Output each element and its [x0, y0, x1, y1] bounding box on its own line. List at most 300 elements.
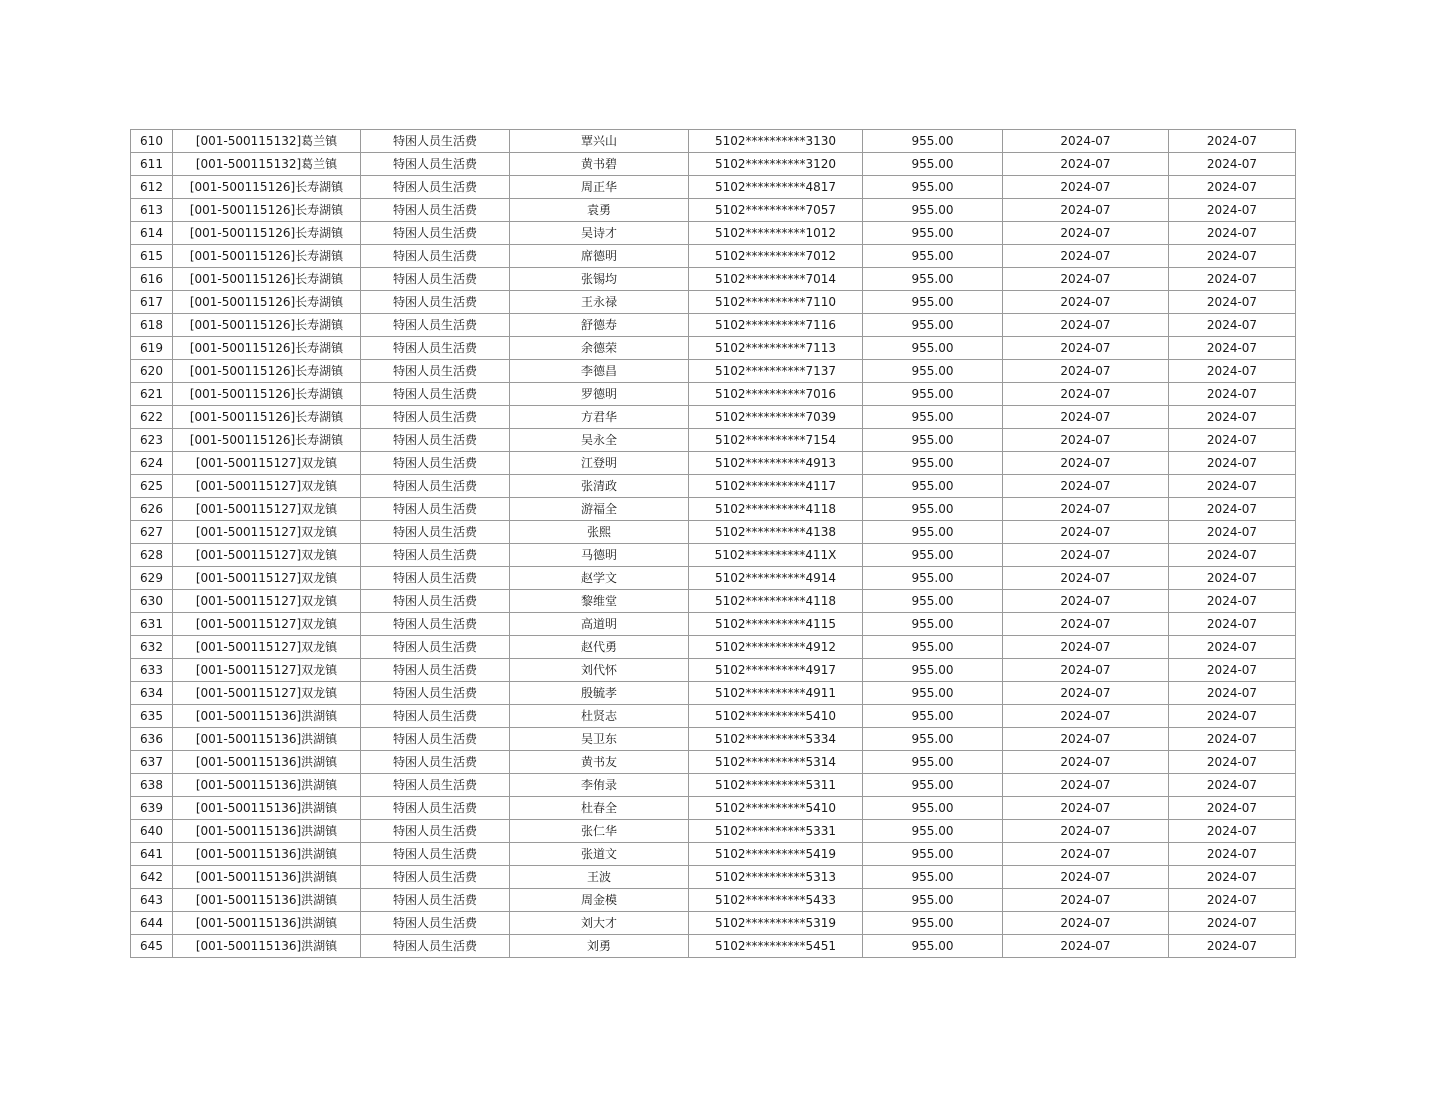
row-number-cell: 644: [131, 912, 173, 935]
payment-type-cell: 特困人员生活费: [361, 314, 510, 337]
name-cell: 张道文: [510, 843, 689, 866]
row-number-cell: 610: [131, 130, 173, 153]
end-month-cell: 2024-07: [1169, 659, 1296, 682]
row-number-cell: 640: [131, 820, 173, 843]
table-row: [131, 567, 1296, 590]
id-number-cell: 5102**********7039: [689, 406, 863, 429]
end-month-cell: 2024-07: [1169, 383, 1296, 406]
name-cell: 赵代勇: [510, 636, 689, 659]
name-cell: 袁勇: [510, 199, 689, 222]
table-row: [131, 337, 1296, 360]
start-month-cell: 2024-07: [1003, 314, 1169, 337]
table-row: [131, 383, 1296, 406]
unit-cell: [001-500115126]长寿湖镇: [173, 199, 361, 222]
row-number-cell: 623: [131, 429, 173, 452]
amount-cell: 955.00: [863, 475, 1003, 498]
table-row: [131, 866, 1296, 889]
table-row: [131, 498, 1296, 521]
id-number-cell: 5102**********5433: [689, 889, 863, 912]
id-number-cell: 5102**********3130: [689, 130, 863, 153]
unit-cell: [001-500115127]双龙镇: [173, 521, 361, 544]
unit-cell: [001-500115136]洪湖镇: [173, 751, 361, 774]
name-cell: 周金模: [510, 889, 689, 912]
unit-cell: [001-500115127]双龙镇: [173, 452, 361, 475]
name-cell: 李侑录: [510, 774, 689, 797]
amount-cell: 955.00: [863, 360, 1003, 383]
payment-type-cell: 特困人员生活费: [361, 498, 510, 521]
id-number-cell: 5102**********4914: [689, 567, 863, 590]
row-number-cell: 626: [131, 498, 173, 521]
id-number-cell: 5102**********4117: [689, 475, 863, 498]
table-row: [131, 705, 1296, 728]
name-cell: 杜贤志: [510, 705, 689, 728]
end-month-cell: 2024-07: [1169, 498, 1296, 521]
id-number-cell: 5102**********4118: [689, 498, 863, 521]
amount-cell: 955.00: [863, 222, 1003, 245]
amount-cell: 955.00: [863, 751, 1003, 774]
unit-cell: [001-500115126]长寿湖镇: [173, 245, 361, 268]
start-month-cell: 2024-07: [1003, 199, 1169, 222]
row-number-cell: 630: [131, 590, 173, 613]
name-cell: 余德荣: [510, 337, 689, 360]
payment-type-cell: 特困人员生活费: [361, 935, 510, 958]
payment-type-cell: 特困人员生活费: [361, 360, 510, 383]
amount-cell: 955.00: [863, 291, 1003, 314]
amount-cell: 955.00: [863, 590, 1003, 613]
table-row: [131, 429, 1296, 452]
end-month-cell: 2024-07: [1169, 199, 1296, 222]
start-month-cell: 2024-07: [1003, 291, 1169, 314]
name-cell: 刘大才: [510, 912, 689, 935]
amount-cell: 955.00: [863, 636, 1003, 659]
end-month-cell: 2024-07: [1169, 452, 1296, 475]
row-number-cell: 635: [131, 705, 173, 728]
end-month-cell: 2024-07: [1169, 705, 1296, 728]
row-number-cell: 634: [131, 682, 173, 705]
payment-type-cell: 特困人员生活费: [361, 705, 510, 728]
table-row: [131, 797, 1296, 820]
start-month-cell: 2024-07: [1003, 337, 1169, 360]
id-number-cell: 5102**********7116: [689, 314, 863, 337]
start-month-cell: 2024-07: [1003, 406, 1169, 429]
unit-cell: [001-500115126]长寿湖镇: [173, 406, 361, 429]
end-month-cell: 2024-07: [1169, 613, 1296, 636]
amount-cell: 955.00: [863, 130, 1003, 153]
table-row: [131, 153, 1296, 176]
id-number-cell: 5102**********5334: [689, 728, 863, 751]
amount-cell: 955.00: [863, 544, 1003, 567]
row-number-cell: 625: [131, 475, 173, 498]
id-number-cell: 5102**********7014: [689, 268, 863, 291]
row-number-cell: 638: [131, 774, 173, 797]
unit-cell: [001-500115126]长寿湖镇: [173, 337, 361, 360]
unit-cell: [001-500115126]长寿湖镇: [173, 291, 361, 314]
end-month-cell: 2024-07: [1169, 314, 1296, 337]
start-month-cell: 2024-07: [1003, 222, 1169, 245]
payment-type-cell: 特困人员生活费: [361, 291, 510, 314]
id-number-cell: 5102**********4118: [689, 590, 863, 613]
amount-cell: 955.00: [863, 705, 1003, 728]
row-number-cell: 614: [131, 222, 173, 245]
name-cell: 张锡均: [510, 268, 689, 291]
end-month-cell: 2024-07: [1169, 820, 1296, 843]
id-number-cell: 5102**********5331: [689, 820, 863, 843]
amount-cell: 955.00: [863, 429, 1003, 452]
name-cell: 杜春全: [510, 797, 689, 820]
table-row: [131, 613, 1296, 636]
unit-cell: [001-500115136]洪湖镇: [173, 912, 361, 935]
name-cell: 江登明: [510, 452, 689, 475]
row-number-cell: 615: [131, 245, 173, 268]
name-cell: 方君华: [510, 406, 689, 429]
amount-cell: 955.00: [863, 774, 1003, 797]
amount-cell: 955.00: [863, 314, 1003, 337]
payment-type-cell: 特困人员生活费: [361, 912, 510, 935]
start-month-cell: 2024-07: [1003, 866, 1169, 889]
end-month-cell: 2024-07: [1169, 682, 1296, 705]
row-number-cell: 622: [131, 406, 173, 429]
end-month-cell: 2024-07: [1169, 429, 1296, 452]
unit-cell: [001-500115126]长寿湖镇: [173, 176, 361, 199]
end-month-cell: 2024-07: [1169, 245, 1296, 268]
amount-cell: 955.00: [863, 659, 1003, 682]
table-row: [131, 314, 1296, 337]
table-row: [131, 291, 1296, 314]
name-cell: 吴诗才: [510, 222, 689, 245]
payment-type-cell: 特困人员生活费: [361, 636, 510, 659]
amount-cell: 955.00: [863, 521, 1003, 544]
name-cell: 王波: [510, 866, 689, 889]
start-month-cell: 2024-07: [1003, 659, 1169, 682]
name-cell: 吴永全: [510, 429, 689, 452]
table-row: [131, 843, 1296, 866]
end-month-cell: 2024-07: [1169, 153, 1296, 176]
amount-cell: 955.00: [863, 797, 1003, 820]
unit-cell: [001-500115127]双龙镇: [173, 544, 361, 567]
row-number-cell: 639: [131, 797, 173, 820]
end-month-cell: 2024-07: [1169, 567, 1296, 590]
end-month-cell: 2024-07: [1169, 728, 1296, 751]
end-month-cell: 2024-07: [1169, 130, 1296, 153]
end-month-cell: 2024-07: [1169, 360, 1296, 383]
id-number-cell: 5102**********4917: [689, 659, 863, 682]
id-number-cell: 5102**********7012: [689, 245, 863, 268]
unit-cell: [001-500115136]洪湖镇: [173, 705, 361, 728]
payment-type-cell: 特困人员生活费: [361, 222, 510, 245]
start-month-cell: 2024-07: [1003, 176, 1169, 199]
payment-type-cell: 特困人员生活费: [361, 337, 510, 360]
amount-cell: 955.00: [863, 682, 1003, 705]
start-month-cell: 2024-07: [1003, 429, 1169, 452]
table-row: [131, 636, 1296, 659]
end-month-cell: 2024-07: [1169, 636, 1296, 659]
start-month-cell: 2024-07: [1003, 475, 1169, 498]
unit-cell: [001-500115136]洪湖镇: [173, 889, 361, 912]
end-month-cell: 2024-07: [1169, 866, 1296, 889]
payment-type-cell: 特困人员生活费: [361, 659, 510, 682]
row-number-cell: 618: [131, 314, 173, 337]
id-number-cell: 5102**********1012: [689, 222, 863, 245]
row-number-cell: 642: [131, 866, 173, 889]
amount-cell: 955.00: [863, 153, 1003, 176]
row-number-cell: 616: [131, 268, 173, 291]
row-number-cell: 628: [131, 544, 173, 567]
table-row: [131, 820, 1296, 843]
name-cell: 周正华: [510, 176, 689, 199]
row-number-cell: 619: [131, 337, 173, 360]
start-month-cell: 2024-07: [1003, 728, 1169, 751]
end-month-cell: 2024-07: [1169, 889, 1296, 912]
amount-cell: 955.00: [863, 245, 1003, 268]
name-cell: 李德昌: [510, 360, 689, 383]
table-row: [131, 728, 1296, 751]
table-row: [131, 176, 1296, 199]
table-row: [131, 751, 1296, 774]
row-number-cell: 632: [131, 636, 173, 659]
start-month-cell: 2024-07: [1003, 130, 1169, 153]
payment-type-cell: 特困人员生活费: [361, 199, 510, 222]
row-number-cell: 620: [131, 360, 173, 383]
payment-type-cell: 特困人员生活费: [361, 590, 510, 613]
start-month-cell: 2024-07: [1003, 452, 1169, 475]
id-number-cell: 5102**********7113: [689, 337, 863, 360]
payment-type-cell: 特困人员生活费: [361, 682, 510, 705]
table-row: [131, 889, 1296, 912]
id-number-cell: 5102**********7016: [689, 383, 863, 406]
end-month-cell: 2024-07: [1169, 544, 1296, 567]
table-row: [131, 774, 1296, 797]
start-month-cell: 2024-07: [1003, 820, 1169, 843]
payment-type-cell: 特困人员生活费: [361, 544, 510, 567]
payment-type-cell: 特困人员生活费: [361, 843, 510, 866]
id-number-cell: 5102**********5451: [689, 935, 863, 958]
table-row: [131, 360, 1296, 383]
start-month-cell: 2024-07: [1003, 268, 1169, 291]
id-number-cell: 5102**********411X: [689, 544, 863, 567]
end-month-cell: 2024-07: [1169, 291, 1296, 314]
name-cell: 刘代怀: [510, 659, 689, 682]
payment-type-cell: 特困人员生活费: [361, 130, 510, 153]
start-month-cell: 2024-07: [1003, 797, 1169, 820]
payment-type-cell: 特困人员生活费: [361, 866, 510, 889]
id-number-cell: 5102**********4138: [689, 521, 863, 544]
amount-cell: 955.00: [863, 935, 1003, 958]
start-month-cell: 2024-07: [1003, 498, 1169, 521]
id-number-cell: 5102**********5314: [689, 751, 863, 774]
payment-type-cell: 特困人员生活费: [361, 153, 510, 176]
amount-cell: 955.00: [863, 820, 1003, 843]
name-cell: 张熙: [510, 521, 689, 544]
payment-type-cell: 特困人员生活费: [361, 889, 510, 912]
payment-type-cell: 特困人员生活费: [361, 406, 510, 429]
end-month-cell: 2024-07: [1169, 337, 1296, 360]
payment-type-cell: 特困人员生活费: [361, 751, 510, 774]
end-month-cell: 2024-07: [1169, 176, 1296, 199]
unit-cell: [001-500115127]双龙镇: [173, 682, 361, 705]
row-number-cell: 629: [131, 567, 173, 590]
end-month-cell: 2024-07: [1169, 912, 1296, 935]
table-row: [131, 199, 1296, 222]
id-number-cell: 5102**********7154: [689, 429, 863, 452]
spreadsheet-page: [130, 129, 1296, 958]
end-month-cell: 2024-07: [1169, 222, 1296, 245]
row-number-cell: 613: [131, 199, 173, 222]
amount-cell: 955.00: [863, 337, 1003, 360]
unit-cell: [001-500115127]双龙镇: [173, 498, 361, 521]
table-body: [131, 130, 1296, 958]
id-number-cell: 5102**********7110: [689, 291, 863, 314]
amount-cell: 955.00: [863, 199, 1003, 222]
id-number-cell: 5102**********3120: [689, 153, 863, 176]
unit-cell: [001-500115126]长寿湖镇: [173, 314, 361, 337]
table-row: [131, 935, 1296, 958]
unit-cell: [001-500115136]洪湖镇: [173, 820, 361, 843]
start-month-cell: 2024-07: [1003, 889, 1169, 912]
unit-cell: [001-500115127]双龙镇: [173, 475, 361, 498]
unit-cell: [001-500115126]长寿湖镇: [173, 360, 361, 383]
end-month-cell: 2024-07: [1169, 268, 1296, 291]
payment-type-cell: 特困人员生活费: [361, 383, 510, 406]
payment-type-cell: 特困人员生活费: [361, 176, 510, 199]
name-cell: 张清政: [510, 475, 689, 498]
amount-cell: 955.00: [863, 452, 1003, 475]
amount-cell: 955.00: [863, 889, 1003, 912]
unit-cell: [001-500115132]葛兰镇: [173, 130, 361, 153]
amount-cell: 955.00: [863, 268, 1003, 291]
id-number-cell: 5102**********5419: [689, 843, 863, 866]
unit-cell: [001-500115127]双龙镇: [173, 567, 361, 590]
unit-cell: [001-500115126]长寿湖镇: [173, 268, 361, 291]
table-row: [131, 912, 1296, 935]
row-number-cell: 617: [131, 291, 173, 314]
start-month-cell: 2024-07: [1003, 912, 1169, 935]
payment-type-cell: 特困人员生活费: [361, 245, 510, 268]
start-month-cell: 2024-07: [1003, 153, 1169, 176]
unit-cell: [001-500115127]双龙镇: [173, 659, 361, 682]
amount-cell: 955.00: [863, 406, 1003, 429]
end-month-cell: 2024-07: [1169, 406, 1296, 429]
name-cell: 罗德明: [510, 383, 689, 406]
amount-cell: 955.00: [863, 176, 1003, 199]
row-number-cell: 633: [131, 659, 173, 682]
table-row: [131, 682, 1296, 705]
start-month-cell: 2024-07: [1003, 521, 1169, 544]
start-month-cell: 2024-07: [1003, 544, 1169, 567]
row-number-cell: 645: [131, 935, 173, 958]
table-row: [131, 130, 1296, 153]
start-month-cell: 2024-07: [1003, 245, 1169, 268]
end-month-cell: 2024-07: [1169, 751, 1296, 774]
id-number-cell: 5102**********4913: [689, 452, 863, 475]
end-month-cell: 2024-07: [1169, 590, 1296, 613]
start-month-cell: 2024-07: [1003, 360, 1169, 383]
row-number-cell: 624: [131, 452, 173, 475]
table-row: [131, 452, 1296, 475]
id-number-cell: 5102**********5410: [689, 797, 863, 820]
payment-type-cell: 特困人员生活费: [361, 728, 510, 751]
unit-cell: [001-500115136]洪湖镇: [173, 843, 361, 866]
unit-cell: [001-500115127]双龙镇: [173, 613, 361, 636]
unit-cell: [001-500115126]长寿湖镇: [173, 429, 361, 452]
name-cell: 刘勇: [510, 935, 689, 958]
end-month-cell: 2024-07: [1169, 475, 1296, 498]
id-number-cell: 5102**********7057: [689, 199, 863, 222]
row-number-cell: 621: [131, 383, 173, 406]
table-row: [131, 544, 1296, 567]
payment-type-cell: 特困人员生活费: [361, 797, 510, 820]
id-number-cell: 5102**********5313: [689, 866, 863, 889]
name-cell: 游福全: [510, 498, 689, 521]
name-cell: 覃兴山: [510, 130, 689, 153]
start-month-cell: 2024-07: [1003, 705, 1169, 728]
id-number-cell: 5102**********5319: [689, 912, 863, 935]
name-cell: 席德明: [510, 245, 689, 268]
table-row: [131, 268, 1296, 291]
amount-cell: 955.00: [863, 613, 1003, 636]
name-cell: 高道明: [510, 613, 689, 636]
row-number-cell: 627: [131, 521, 173, 544]
unit-cell: [001-500115136]洪湖镇: [173, 774, 361, 797]
start-month-cell: 2024-07: [1003, 682, 1169, 705]
start-month-cell: 2024-07: [1003, 613, 1169, 636]
start-month-cell: 2024-07: [1003, 636, 1169, 659]
unit-cell: [001-500115136]洪湖镇: [173, 728, 361, 751]
row-number-cell: 612: [131, 176, 173, 199]
payment-type-cell: 特困人员生活费: [361, 429, 510, 452]
id-number-cell: 5102**********5410: [689, 705, 863, 728]
name-cell: 马德明: [510, 544, 689, 567]
table-row: [131, 521, 1296, 544]
end-month-cell: 2024-07: [1169, 797, 1296, 820]
name-cell: 王永禄: [510, 291, 689, 314]
end-month-cell: 2024-07: [1169, 843, 1296, 866]
row-number-cell: 643: [131, 889, 173, 912]
unit-cell: [001-500115136]洪湖镇: [173, 866, 361, 889]
table-row: [131, 245, 1296, 268]
unit-cell: [001-500115127]双龙镇: [173, 590, 361, 613]
amount-cell: 955.00: [863, 383, 1003, 406]
amount-cell: 955.00: [863, 728, 1003, 751]
data-table: [130, 129, 1296, 958]
name-cell: 舒德寿: [510, 314, 689, 337]
name-cell: 赵学文: [510, 567, 689, 590]
payment-type-cell: 特困人员生活费: [361, 475, 510, 498]
name-cell: 吴卫东: [510, 728, 689, 751]
start-month-cell: 2024-07: [1003, 590, 1169, 613]
id-number-cell: 5102**********4817: [689, 176, 863, 199]
amount-cell: 955.00: [863, 498, 1003, 521]
start-month-cell: 2024-07: [1003, 774, 1169, 797]
unit-cell: [001-500115126]长寿湖镇: [173, 383, 361, 406]
row-number-cell: 636: [131, 728, 173, 751]
payment-type-cell: 特困人员生活费: [361, 452, 510, 475]
payment-type-cell: 特困人员生活费: [361, 820, 510, 843]
payment-type-cell: 特困人员生活费: [361, 268, 510, 291]
row-number-cell: 641: [131, 843, 173, 866]
id-number-cell: 5102**********5311: [689, 774, 863, 797]
payment-type-cell: 特困人员生活费: [361, 521, 510, 544]
amount-cell: 955.00: [863, 866, 1003, 889]
end-month-cell: 2024-07: [1169, 521, 1296, 544]
amount-cell: 955.00: [863, 912, 1003, 935]
amount-cell: 955.00: [863, 567, 1003, 590]
name-cell: 黎维堂: [510, 590, 689, 613]
start-month-cell: 2024-07: [1003, 383, 1169, 406]
row-number-cell: 611: [131, 153, 173, 176]
name-cell: 殷毓孝: [510, 682, 689, 705]
unit-cell: [001-500115132]葛兰镇: [173, 153, 361, 176]
payment-type-cell: 特困人员生活费: [361, 613, 510, 636]
